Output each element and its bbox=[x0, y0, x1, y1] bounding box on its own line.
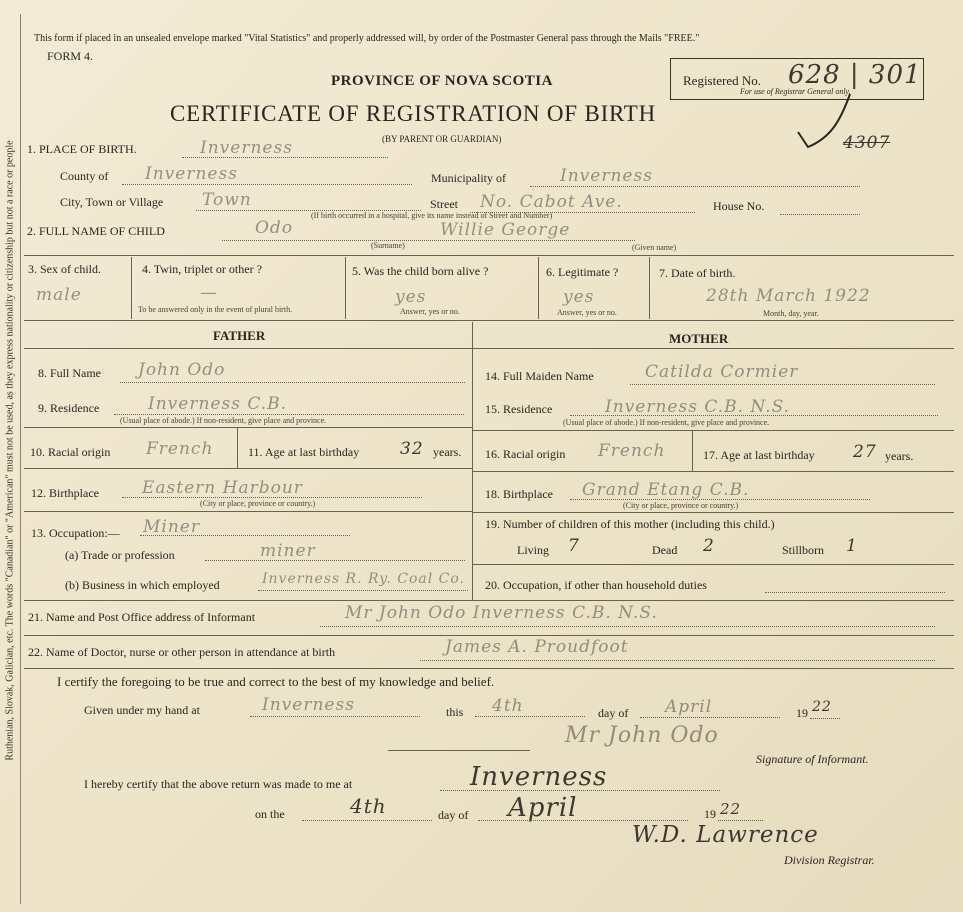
sex-label: 3. Sex of child. bbox=[28, 262, 101, 276]
father-name: John Odo bbox=[138, 360, 226, 380]
child-surname: Odo bbox=[255, 218, 294, 238]
mother-age-label: 17. Age at last birthday bbox=[703, 448, 815, 462]
mother-residence-note: (Usual place of abode.) If non-resident, give place and province. bbox=[563, 418, 770, 427]
hospital-note: (If birth occurred in a hospital, give its name instead of Street and Number) bbox=[311, 211, 553, 220]
father-birthplace-note: (City or place, province or country.) bbox=[200, 499, 316, 508]
mother-residence: Inverness C.B. N.S. bbox=[605, 397, 791, 417]
business-label: (b) Business in which employed bbox=[65, 578, 220, 592]
registrar-day-of-label: day of bbox=[438, 808, 469, 822]
stillborn-value: 1 bbox=[846, 536, 858, 556]
legitimate-label: 6. Legitimate ? bbox=[546, 265, 619, 279]
alive-value: yes bbox=[395, 287, 427, 307]
given-this-label: this bbox=[446, 705, 464, 719]
county-value: Inverness bbox=[145, 164, 238, 184]
father-residence-note: (Usual place of abode.) If non-resident, give place and province. bbox=[120, 416, 327, 425]
registrar-place: Inverness bbox=[470, 762, 608, 792]
sex-value: male bbox=[36, 285, 82, 305]
stillborn-label: Stillborn bbox=[782, 543, 825, 557]
top-note: This form if placed in an unsealed envelope marked "Vital Statistics" and properly addressed will, by order of the Postmaster General pass through the Mails "FREE." bbox=[34, 33, 700, 44]
municipality-label: Municipality of bbox=[431, 171, 506, 185]
street-value: No. Cabot Ave. bbox=[480, 192, 623, 212]
registrar-signature: W.D. Lawrence bbox=[632, 822, 819, 848]
mother-occupation-label: 20. Occupation, if other than household duties bbox=[485, 578, 707, 592]
father-age-years: years. bbox=[433, 445, 462, 459]
registrar-year: 22 bbox=[720, 800, 742, 818]
dead-value: 2 bbox=[703, 536, 715, 556]
page-title: CERTIFICATE OF REGISTRATION OF BIRTH bbox=[170, 101, 657, 126]
legitimate-note: Answer, yes or no. bbox=[557, 308, 617, 317]
city-value: Town bbox=[202, 190, 252, 210]
county-label: County of bbox=[60, 169, 109, 183]
given-label: Given under my hand at bbox=[84, 703, 200, 717]
given-name-note: (Given name) bbox=[632, 243, 677, 252]
house-label: House No. bbox=[713, 199, 765, 213]
living-label: Living bbox=[517, 543, 549, 557]
province-title: PROVINCE OF NOVA SCOTIA bbox=[331, 73, 553, 89]
twin-note: To be answered only in the event of plural birth. bbox=[138, 305, 293, 314]
mother-residence-label: 15. Residence bbox=[485, 402, 553, 416]
father-occupation: Miner bbox=[143, 517, 200, 537]
doctor-value: James A. Proudfoot bbox=[445, 637, 629, 657]
registered-label: Registered No. bbox=[683, 73, 761, 88]
child-name-label: 2. FULL NAME OF CHILD bbox=[27, 224, 165, 238]
living-value: 7 bbox=[568, 536, 580, 556]
father-racial-label: 10. Racial origin bbox=[30, 445, 111, 459]
mother-racial: French bbox=[598, 441, 666, 461]
mother-name: Catilda Cormier bbox=[645, 362, 799, 382]
municipality-value: Inverness bbox=[560, 166, 653, 186]
registrar-day: 4th bbox=[350, 794, 387, 818]
street-label: Street bbox=[430, 197, 458, 211]
mother-age: 27 bbox=[853, 442, 877, 462]
father-age-label: 11. Age at last birthday bbox=[248, 445, 360, 459]
alive-label: 5. Was the child born alive ? bbox=[352, 264, 489, 278]
given-day: 4th bbox=[492, 696, 524, 716]
registrar-on-label: on the bbox=[255, 807, 285, 821]
registrar-year-prefix: 19 bbox=[704, 807, 716, 821]
father-racial: French bbox=[146, 439, 214, 459]
business-value: Inverness R. Ry. Coal Co. bbox=[262, 571, 466, 587]
given-year-prefix: 19 bbox=[796, 706, 808, 720]
check-mark-icon bbox=[790, 92, 860, 152]
place-label: 1. PLACE OF BIRTH. bbox=[27, 142, 137, 156]
registered-number: 628 | 301 bbox=[788, 60, 922, 90]
given-place: Inverness bbox=[262, 695, 355, 715]
given-year: 22 bbox=[812, 699, 832, 715]
father-birthplace-label: 12. Birthplace bbox=[31, 486, 99, 500]
legitimate-value: yes bbox=[563, 287, 595, 307]
registrar-return-label: I hereby certify that the above return was made to me at bbox=[84, 777, 353, 791]
child-given-name: Willie George bbox=[440, 220, 571, 240]
informant-signature: Mr John Odo bbox=[565, 723, 719, 748]
informant-signature-label: Signature of Informant. bbox=[756, 752, 869, 766]
registrar-note: For use of Registrar General only. bbox=[740, 87, 851, 96]
city-label: City, Town or Village bbox=[60, 195, 164, 209]
dob-note: Month, day, year. bbox=[763, 309, 819, 318]
trade-value: miner bbox=[260, 541, 316, 561]
registrar-month: April bbox=[508, 793, 578, 823]
twin-value: — bbox=[200, 283, 218, 303]
informant-value: Mr John Odo Inverness C.B. N.S. bbox=[345, 603, 658, 623]
alive-note: Answer, yes or no. bbox=[400, 307, 460, 316]
mother-age-years: years. bbox=[885, 449, 914, 463]
given-month: April bbox=[665, 697, 713, 717]
registrar-role: Division Registrar. bbox=[784, 853, 875, 867]
mother-racial-label: 16. Racial origin bbox=[485, 447, 566, 461]
old-number: 4307 bbox=[843, 133, 891, 153]
given-day-of-label: day of bbox=[598, 706, 629, 720]
surname-note: (Surname) bbox=[371, 241, 405, 250]
mother-birthplace-label: 18. Birthplace bbox=[485, 487, 553, 501]
father-residence-label: 9. Residence bbox=[38, 401, 100, 415]
mother-birthplace-note: (City or place, province or country.) bbox=[623, 501, 739, 510]
twin-label: 4. Twin, triplet or other ? bbox=[142, 262, 262, 276]
page-subtitle: (BY PARENT OR GUARDIAN) bbox=[382, 134, 502, 144]
dead-label: Dead bbox=[652, 543, 678, 557]
father-residence: Inverness C.B. bbox=[148, 394, 288, 414]
side-note: Ruthenian, Slovak, Galician, etc. The words "Canadian" or "American" must not be used, as they express nationality or citizenship but not a race or people bbox=[4, 140, 16, 761]
dob-label: 7. Date of birth. bbox=[659, 266, 736, 280]
mother-name-label: 14. Full Maiden Name bbox=[485, 369, 594, 383]
father-birthplace: Eastern Harbour bbox=[142, 478, 303, 498]
informant-label: 21. Name and Post Office address of Informant bbox=[28, 610, 256, 624]
doctor-label: 22. Name of Doctor, nurse or other person in attendance at birth bbox=[28, 645, 336, 659]
mother-birthplace: Grand Etang C.B. bbox=[582, 480, 750, 500]
father-heading: FATHER bbox=[213, 328, 266, 343]
children-label: 19. Number of children of this mother (including this child.) bbox=[485, 517, 775, 531]
father-occupation-label: 13. Occupation:— bbox=[31, 526, 120, 540]
form-number: FORM 4. bbox=[47, 49, 94, 63]
trade-label: (a) Trade or profession bbox=[65, 548, 175, 562]
father-name-label: 8. Full Name bbox=[38, 366, 101, 380]
dob-value: 28th March 1922 bbox=[706, 286, 871, 306]
place-value: Inverness bbox=[200, 138, 293, 158]
father-age: 32 bbox=[400, 439, 424, 459]
certify-text: I certify the foregoing to be true and correct to the best of my knowledge and belief. bbox=[57, 674, 495, 689]
mother-heading: MOTHER bbox=[669, 331, 729, 346]
